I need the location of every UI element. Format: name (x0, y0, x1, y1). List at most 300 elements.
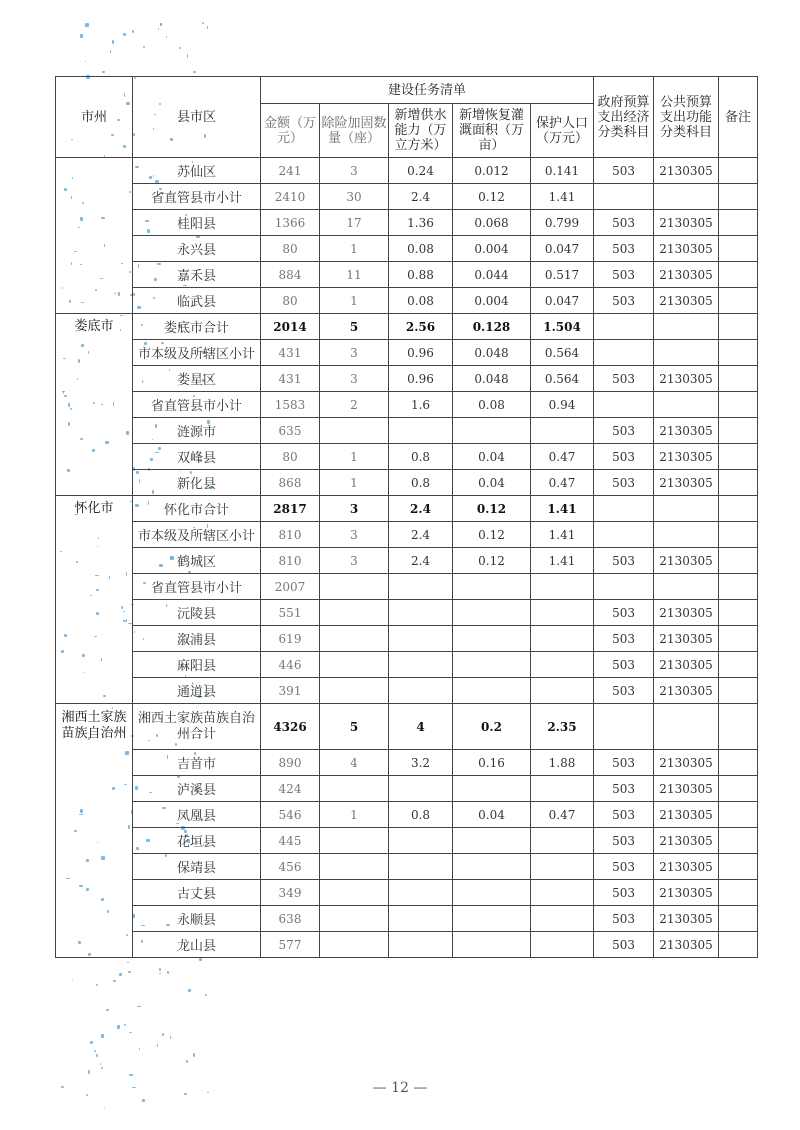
irrigation-cell: 0.04 (453, 802, 531, 828)
econ-category-cell: 503 (594, 600, 654, 626)
table-row (56, 854, 758, 880)
note-cell (719, 366, 758, 392)
table-row (56, 600, 758, 626)
amount-cell: 4326 (261, 704, 320, 750)
func-category-cell: 2130305 (654, 932, 719, 958)
speckle (166, 36, 167, 38)
note-cell (719, 496, 758, 522)
econ-category-cell: 503 (594, 906, 654, 932)
reinforce-cell: 3 (320, 158, 389, 184)
protected-population-cell: 0.47 (531, 802, 594, 828)
func-category-cell: 2130305 (654, 262, 719, 288)
speckle (137, 1006, 141, 1007)
amount-cell: 80 (261, 288, 320, 314)
speckle (167, 971, 169, 974)
county-cell: 临武县 (133, 288, 261, 314)
water-supply-cell: 0.8 (389, 802, 453, 828)
speckle (112, 40, 114, 44)
protected-population-cell: 0.564 (531, 366, 594, 392)
reinforce-cell (320, 418, 389, 444)
speckle (132, 30, 134, 33)
func-category-cell: 2130305 (654, 418, 719, 444)
speckle (104, 1108, 105, 1109)
reinforce-cell (320, 652, 389, 678)
econ-category-cell: 503 (594, 626, 654, 652)
reinforce-cell: 30 (320, 184, 389, 210)
speckle (96, 984, 98, 986)
speckle (186, 1060, 188, 1063)
irrigation-cell: 0.12 (453, 496, 531, 522)
reinforce-cell (320, 880, 389, 906)
func-category-cell: 2130305 (654, 444, 719, 470)
protected-population-cell (531, 906, 594, 932)
func-category-cell (654, 522, 719, 548)
table-row (56, 210, 758, 236)
note-cell (719, 262, 758, 288)
speckle (207, 26, 208, 29)
water-supply-cell (389, 854, 453, 880)
econ-category-cell: 503 (594, 418, 654, 444)
irrigation-cell (453, 854, 531, 880)
note-cell (719, 470, 758, 496)
water-supply-cell: 0.08 (389, 288, 453, 314)
protected-population-cell: 0.517 (531, 262, 594, 288)
amount-cell: 810 (261, 522, 320, 548)
speckle (160, 23, 162, 25)
table-row (56, 184, 758, 210)
note-cell (719, 906, 758, 932)
econ-category-cell: 503 (594, 828, 654, 854)
note-cell (719, 802, 758, 828)
econ-category-cell: 503 (594, 470, 654, 496)
table-row (56, 802, 758, 828)
county-cell: 嘉禾县 (133, 262, 261, 288)
county-cell: 涟源市 (133, 418, 261, 444)
table-row (56, 236, 758, 262)
speckle (129, 1032, 132, 1033)
speckle (85, 23, 89, 27)
reinforce-cell: 4 (320, 750, 389, 776)
speckle (110, 50, 111, 53)
irrigation-cell (453, 626, 531, 652)
reinforce-cell: 1 (320, 288, 389, 314)
irrigation-cell: 0.2 (453, 704, 531, 750)
amount-cell: 1366 (261, 210, 320, 236)
city-cell: 怀化市 (56, 496, 133, 704)
amount-cell: 445 (261, 828, 320, 854)
note-cell (719, 184, 758, 210)
amount-cell: 619 (261, 626, 320, 652)
speckle (88, 1070, 90, 1074)
econ-category-cell: 503 (594, 262, 654, 288)
irrigation-cell: 0.04 (453, 470, 531, 496)
reinforce-cell: 1 (320, 236, 389, 262)
speckle (80, 34, 83, 38)
func-category-cell: 2130305 (654, 288, 719, 314)
note-cell (719, 678, 758, 704)
econ-category-cell: 503 (594, 802, 654, 828)
county-cell: 娄星区 (133, 366, 261, 392)
table-row (56, 340, 758, 366)
speckle (158, 28, 159, 30)
protected-population-cell: 0.047 (531, 236, 594, 262)
county-cell: 桂阳县 (133, 210, 261, 236)
county-cell: 湘西土家族苗族自治州合计 (133, 704, 261, 750)
speckle (205, 994, 207, 996)
protected-population-cell (531, 828, 594, 854)
irrigation-cell (453, 678, 531, 704)
reinforce-cell: 11 (320, 262, 389, 288)
water-supply-cell: 0.96 (389, 340, 453, 366)
func-category-cell: 2130305 (654, 652, 719, 678)
amount-cell: 546 (261, 802, 320, 828)
amount-cell: 431 (261, 340, 320, 366)
irrigation-cell (453, 880, 531, 906)
header-reinforce-count: 除险加固数量（座） (320, 104, 389, 158)
reinforce-cell: 3 (320, 548, 389, 574)
econ-category-cell (594, 522, 654, 548)
county-cell: 鹤城区 (133, 548, 261, 574)
speckle (143, 46, 145, 48)
reinforce-cell: 1 (320, 802, 389, 828)
protected-population-cell (531, 880, 594, 906)
header-city: 市州 (56, 77, 133, 158)
water-supply-cell (389, 776, 453, 802)
func-category-cell: 2130305 (654, 906, 719, 932)
irrigation-cell (453, 418, 531, 444)
amount-cell: 890 (261, 750, 320, 776)
speckle (117, 1025, 120, 1029)
econ-category-cell: 503 (594, 236, 654, 262)
note-cell (719, 600, 758, 626)
econ-category-cell: 503 (594, 366, 654, 392)
econ-category-cell (594, 340, 654, 366)
note-cell (719, 548, 758, 574)
amount-cell: 431 (261, 366, 320, 392)
county-cell: 麻阳县 (133, 652, 261, 678)
county-cell: 花垣县 (133, 828, 261, 854)
amount-cell: 810 (261, 548, 320, 574)
header-amount: 金额（万元） (261, 104, 320, 158)
note-cell (719, 854, 758, 880)
irrigation-cell: 0.004 (453, 236, 531, 262)
county-cell: 省直管县市小计 (133, 574, 261, 600)
amount-cell: 868 (261, 470, 320, 496)
func-category-cell: 2130305 (654, 750, 719, 776)
table-row (56, 314, 758, 340)
func-category-cell: 2130305 (654, 776, 719, 802)
irrigation-cell: 0.012 (453, 158, 531, 184)
reinforce-cell (320, 626, 389, 652)
reinforce-cell (320, 600, 389, 626)
county-cell: 永顺县 (133, 906, 261, 932)
func-category-cell: 2130305 (654, 236, 719, 262)
econ-category-cell: 503 (594, 444, 654, 470)
speckle (159, 973, 161, 974)
amount-cell: 638 (261, 906, 320, 932)
note-cell (719, 158, 758, 184)
county-cell: 沅陵县 (133, 600, 261, 626)
water-supply-cell (389, 652, 453, 678)
protected-population-cell: 1.504 (531, 314, 594, 340)
protected-population-cell (531, 652, 594, 678)
reinforce-cell: 1 (320, 470, 389, 496)
reinforce-cell (320, 574, 389, 600)
amount-cell: 635 (261, 418, 320, 444)
water-supply-cell (389, 600, 453, 626)
econ-category-cell (594, 496, 654, 522)
note-cell (719, 522, 758, 548)
speckle (199, 958, 202, 961)
water-supply-cell (389, 418, 453, 444)
irrigation-cell: 0.048 (453, 366, 531, 392)
county-cell: 怀化市合计 (133, 496, 261, 522)
table-row (56, 574, 758, 600)
func-category-cell: 2130305 (654, 828, 719, 854)
reinforce-cell (320, 906, 389, 932)
econ-category-cell: 503 (594, 932, 654, 958)
county-cell: 省直管县市小计 (133, 392, 261, 418)
reinforce-cell: 5 (320, 704, 389, 750)
func-category-cell: 2130305 (654, 854, 719, 880)
reinforce-cell: 3 (320, 366, 389, 392)
amount-cell: 349 (261, 880, 320, 906)
speckle (72, 980, 73, 981)
econ-category-cell (594, 392, 654, 418)
amount-cell: 2014 (261, 314, 320, 340)
reinforce-cell (320, 828, 389, 854)
speckle (139, 1048, 140, 1050)
econ-category-cell (594, 574, 654, 600)
note-cell (719, 932, 758, 958)
water-supply-cell (389, 574, 453, 600)
func-category-cell: 2130305 (654, 366, 719, 392)
speckle (85, 61, 86, 62)
table-row (56, 548, 758, 574)
note-cell (719, 652, 758, 678)
budget-table-body (56, 158, 758, 958)
water-supply-cell: 2.4 (389, 548, 453, 574)
water-supply-cell (389, 906, 453, 932)
table-row (56, 704, 758, 750)
note-cell (719, 340, 758, 366)
table-row (56, 678, 758, 704)
note-cell (719, 314, 758, 340)
func-category-cell: 2130305 (654, 880, 719, 906)
note-cell (719, 236, 758, 262)
water-supply-cell: 2.56 (389, 314, 453, 340)
econ-category-cell: 503 (594, 750, 654, 776)
table-row (56, 880, 758, 906)
water-supply-cell (389, 880, 453, 906)
protected-population-cell (531, 854, 594, 880)
water-supply-cell: 3.2 (389, 750, 453, 776)
table-row (56, 906, 758, 932)
water-supply-cell (389, 932, 453, 958)
protected-population-cell: 1.41 (531, 496, 594, 522)
speckle (162, 1033, 164, 1036)
protected-population-cell (531, 600, 594, 626)
func-category-cell (654, 340, 719, 366)
econ-category-cell: 503 (594, 288, 654, 314)
func-category-cell (654, 574, 719, 600)
irrigation-cell (453, 828, 531, 854)
reinforce-cell: 17 (320, 210, 389, 236)
func-category-cell: 2130305 (654, 548, 719, 574)
speckle (127, 962, 129, 963)
speckle (124, 1024, 126, 1026)
irrigation-cell (453, 932, 531, 958)
note-cell (719, 288, 758, 314)
water-supply-cell: 1.36 (389, 210, 453, 236)
city-cell: 娄底市 (56, 314, 133, 496)
speckle (157, 1044, 158, 1047)
water-supply-cell: 0.24 (389, 158, 453, 184)
table-row (56, 392, 758, 418)
note-cell (719, 210, 758, 236)
table-row (56, 776, 758, 802)
county-cell: 凤凰县 (133, 802, 261, 828)
econ-category-cell: 503 (594, 652, 654, 678)
speckle (102, 71, 105, 73)
speckle (128, 971, 131, 973)
irrigation-cell: 0.12 (453, 184, 531, 210)
reinforce-cell (320, 776, 389, 802)
protected-population-cell: 0.564 (531, 340, 594, 366)
table-row (56, 418, 758, 444)
econ-category-cell: 503 (594, 210, 654, 236)
econ-category-cell: 503 (594, 158, 654, 184)
reinforce-cell: 1 (320, 444, 389, 470)
irrigation-cell (453, 574, 531, 600)
water-supply-cell: 0.8 (389, 444, 453, 470)
water-supply-cell: 2.4 (389, 496, 453, 522)
irrigation-cell: 0.068 (453, 210, 531, 236)
reinforce-cell: 3 (320, 496, 389, 522)
header-irrigation-area: 新增恢复灌溉面积（万亩） (453, 104, 531, 158)
speckle (187, 54, 188, 58)
speckle (106, 1009, 109, 1011)
amount-cell: 241 (261, 158, 320, 184)
protected-population-cell: 0.799 (531, 210, 594, 236)
irrigation-cell (453, 906, 531, 932)
protected-population-cell (531, 418, 594, 444)
econ-category-cell: 503 (594, 854, 654, 880)
note-cell (719, 444, 758, 470)
county-cell: 永兴县 (133, 236, 261, 262)
protected-population-cell (531, 776, 594, 802)
irrigation-cell: 0.12 (453, 548, 531, 574)
reinforce-cell: 5 (320, 314, 389, 340)
speckle (101, 1067, 103, 1069)
county-cell: 古丈县 (133, 880, 261, 906)
county-cell: 保靖县 (133, 854, 261, 880)
table-row (56, 626, 758, 652)
note-cell (719, 704, 758, 750)
budget-table (55, 76, 758, 958)
func-category-cell: 2130305 (654, 600, 719, 626)
amount-cell: 391 (261, 678, 320, 704)
county-cell: 苏仙区 (133, 158, 261, 184)
header-water-supply: 新增供水能力（万立方米） (389, 104, 453, 158)
protected-population-cell: 1.41 (531, 184, 594, 210)
county-cell: 娄底市合计 (133, 314, 261, 340)
header-func-category: 公共预算支出功能分类科目 (654, 77, 719, 158)
table-row (56, 262, 758, 288)
county-cell: 省直管县市小计 (133, 184, 261, 210)
city-cell (56, 158, 133, 314)
water-supply-cell: 0.96 (389, 366, 453, 392)
irrigation-cell: 0.16 (453, 750, 531, 776)
reinforce-cell: 3 (320, 522, 389, 548)
table-row (56, 750, 758, 776)
county-cell: 通道县 (133, 678, 261, 704)
econ-category-cell (594, 314, 654, 340)
note-cell (719, 828, 758, 854)
econ-category-cell (594, 184, 654, 210)
econ-category-cell: 503 (594, 548, 654, 574)
county-cell: 双峰县 (133, 444, 261, 470)
protected-population-cell: 1.41 (531, 522, 594, 548)
water-supply-cell: 0.8 (389, 470, 453, 496)
speckle (101, 1034, 104, 1038)
protected-population-cell: 1.41 (531, 548, 594, 574)
county-cell: 吉首市 (133, 750, 261, 776)
reinforce-cell (320, 932, 389, 958)
county-cell: 市本级及所辖区小计 (133, 522, 261, 548)
protected-population-cell: 1.88 (531, 750, 594, 776)
func-category-cell (654, 704, 719, 750)
header-note: 备注 (719, 77, 758, 158)
econ-category-cell: 503 (594, 880, 654, 906)
speckle (170, 1036, 171, 1039)
header-county: 县市区 (133, 77, 261, 158)
city-cell: 湘西土家族苗族自治州 (56, 704, 133, 958)
protected-population-cell: 2.35 (531, 704, 594, 750)
func-category-cell (654, 392, 719, 418)
irrigation-cell (453, 600, 531, 626)
table-row (56, 522, 758, 548)
header-econ-category: 政府预算支出经济分类科目 (594, 77, 654, 158)
func-category-cell (654, 184, 719, 210)
county-cell: 龙山县 (133, 932, 261, 958)
amount-cell: 2817 (261, 496, 320, 522)
irrigation-cell: 0.044 (453, 262, 531, 288)
note-cell (719, 418, 758, 444)
water-supply-cell: 1.6 (389, 392, 453, 418)
irrigation-cell: 0.04 (453, 444, 531, 470)
county-cell: 新化县 (133, 470, 261, 496)
water-supply-cell (389, 626, 453, 652)
speckle (129, 1074, 133, 1076)
amount-cell: 80 (261, 236, 320, 262)
speckle (94, 1050, 96, 1052)
func-category-cell: 2130305 (654, 210, 719, 236)
county-cell: 溆浦县 (133, 626, 261, 652)
amount-cell: 551 (261, 600, 320, 626)
func-category-cell (654, 314, 719, 340)
speckle (123, 33, 126, 36)
irrigation-cell: 0.128 (453, 314, 531, 340)
note-cell (719, 776, 758, 802)
speckle (96, 1054, 98, 1057)
water-supply-cell: 0.88 (389, 262, 453, 288)
reinforce-cell (320, 678, 389, 704)
reinforce-cell: 3 (320, 340, 389, 366)
table-row (56, 158, 758, 184)
table-row (56, 652, 758, 678)
amount-cell: 2007 (261, 574, 320, 600)
